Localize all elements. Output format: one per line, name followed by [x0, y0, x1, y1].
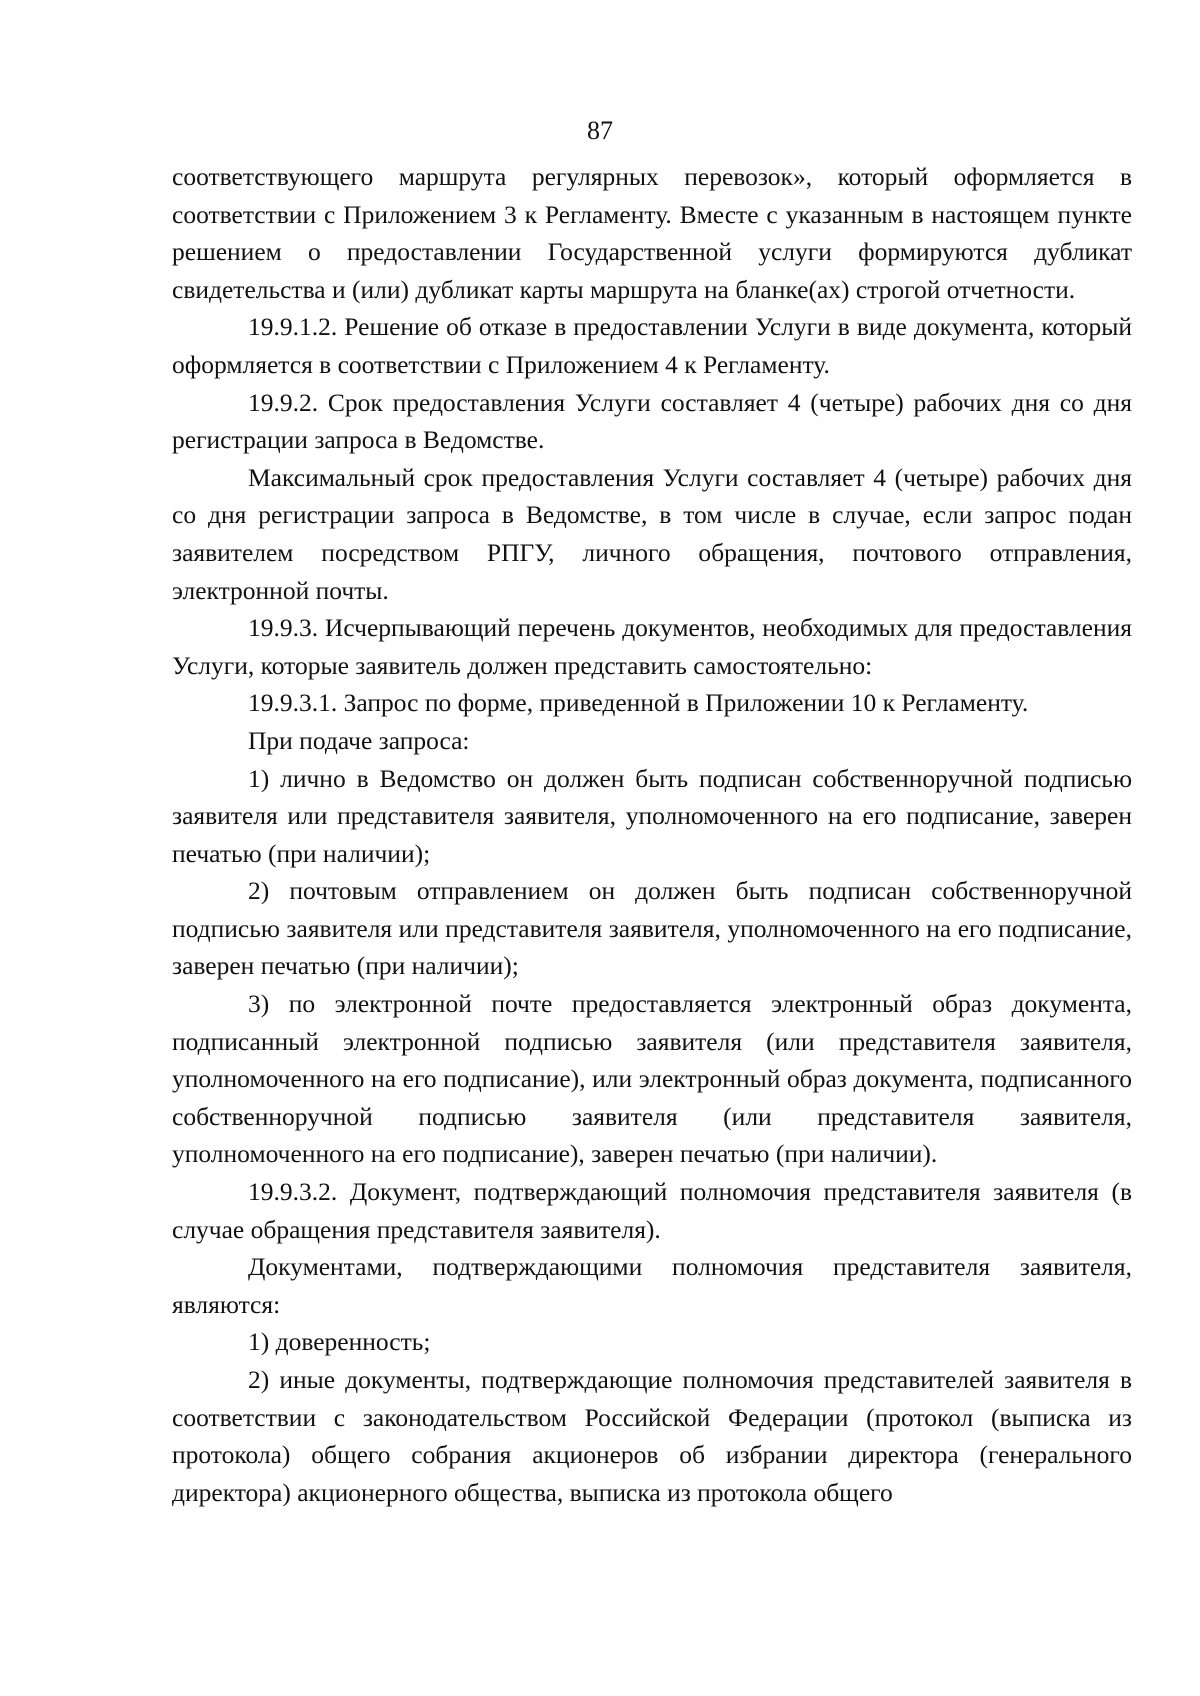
list-item-power-of-attorney: 1) доверенность; [248, 1327, 431, 1357]
list-item-in-person: 1) лично в Ведомство он должен быть подписан собственноручной подписью заявителя или представителя заявителя, уполномоченного на его подписание, заверен печатью (при наличии); [172, 763, 1132, 868]
paragraph-19-9-3: 19.9.3. Исчерпывающий перечень документов, необходимых для предоставления Услуги, которые заявитель должен представить самостоятельно: [172, 613, 1132, 680]
page-number: 87 [587, 116, 613, 145]
paragraph-19-9-1-2: 19.9.1.2. Решение об отказе в предоставлении Услуги в виде документа, который оформляется в соответствии с Приложением 4 к Регламенту. [172, 312, 1132, 379]
paragraph-19-9-3-1: 19.9.3.1. Запрос по форме, приведенной в Приложении 10 к Регламенту. [248, 688, 1029, 718]
list-item-by-email: 3) по электронной почте предоставляется электронный образ документа, подписанный электронной подписью заявителя (или представителя заявителя, уполномоченного на его подписание), или электронный образ документа, подписанного собственноручной подписью заявителя (или представителя заявителя, уполномоченного на его подписание), заверен печатью (при наличии). [172, 989, 1132, 1169]
paragraph-19-9-3-2: 19.9.3.2. Документ, подтверждающий полномочия представителя заявителя (в случае обращения представителя заявителя). [172, 1177, 1132, 1244]
list-item-other-documents: 2) иные документы, подтверждающие полномочия представителей заявителя в соответствии с законодательством Российской Федерации (протокол (выписка из протокола) общего собрания акционеров об избрании директора (генерального директора) акционерного общества, выписка из протокола общего [172, 1365, 1132, 1507]
list-item-by-post: 2) почтовым отправлением он должен быть подписан собственноручной подписью заявителя или представителя заявителя, уполномоченного на его подписание, заверен печатью (при наличии); [172, 876, 1132, 981]
paragraph-continuation: соответствующего маршрута регулярных перевозок», который оформляется в соответствии с Приложением 3 к Регламенту. Вместе с указанным в настоящем пункте решением о предоставлении Государственной услуги формируются дубликат свидетельства и (или) дубликат карты маршрута на бланке(ах) строгой отчетности. [172, 162, 1132, 304]
paragraph-19-9-2: 19.9.2. Срок предоставления Услуги составляет 4 (четыре) рабочих дня со дня регистрации запроса в Ведомстве. [172, 387, 1132, 455]
document-body [172, 158, 1132, 1511]
paragraph-submission-intro: При подаче запроса: [248, 725, 470, 755]
paragraph-max-term: Максимальный срок предоставления Услуги составляет 4 (четыре) рабочих дня со дня регистрации запроса в Ведомстве, в том числе в случае, если запрос подан заявителем посредством РПГУ, личного обращения, почтового отправления, электронной почты. [172, 462, 1132, 605]
paragraph-authority-docs: Документами, подтверждающими полномочия представителя заявителя, являются: [172, 1252, 1132, 1319]
